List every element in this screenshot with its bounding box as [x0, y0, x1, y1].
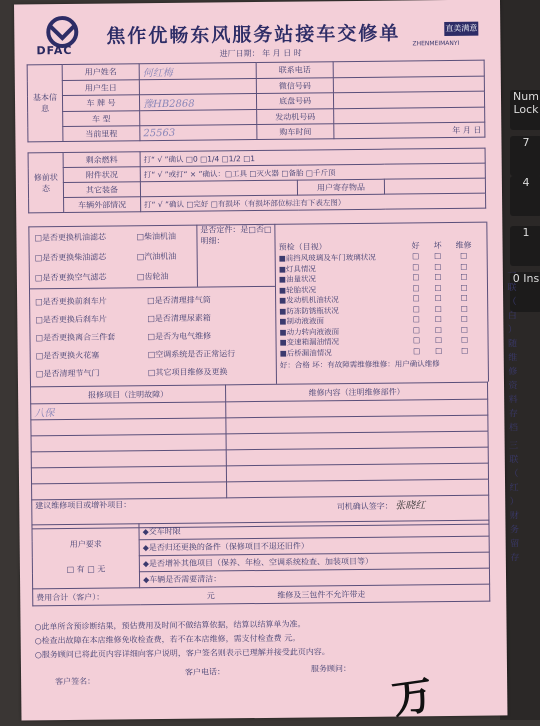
precheck-checkbox[interactable]: □ — [460, 313, 468, 323]
brand-subtitle: ZHENMEIMANYI — [412, 39, 460, 48]
precheck-checkbox[interactable]: □ — [412, 324, 421, 334]
oil-type-options — [136, 231, 176, 291]
precheck-checkbox[interactable]: □ — [412, 251, 420, 261]
precheck-title: 预检（目视） — [278, 242, 327, 252]
key-7[interactable]: 7 — [510, 136, 540, 176]
precheck-checkbox[interactable]: □ — [460, 271, 468, 281]
precheck-checkbox[interactable]: □ — [461, 345, 469, 355]
precheck-checkbox[interactable]: □ — [434, 314, 442, 324]
req-return-parts: ◆是否归还更换的备件（保修项目不退还旧件） — [139, 536, 489, 556]
repair-right-header: 维修内容（注明维修部件） — [226, 382, 488, 402]
cost-unit: 元 — [206, 590, 215, 601]
precheck-row — [280, 345, 484, 358]
requirements-table — [31, 520, 490, 607]
side-char: 维 — [508, 353, 518, 364]
precheck-note: 好：合格 坏：有故障需维修维修：用户确认维修 — [279, 359, 440, 370]
key-1[interactable]: 1 — [510, 226, 540, 266]
checkbox-other[interactable]: □其它项目维修及更换 — [147, 367, 228, 378]
checkbox-diesel-oil[interactable]: □柴油机油 — [136, 231, 177, 242]
side-char: （ — [507, 297, 517, 308]
checkbox-electrical[interactable]: □是否为电气维修 — [147, 331, 212, 342]
precheck-checkbox[interactable]: □ — [434, 303, 442, 313]
requirements-yesno[interactable]: □ 有 □ 无 — [66, 564, 106, 574]
cost-label: 费用合计（客户）： — [36, 592, 105, 602]
precheck-item-label: ■制动液液面 — [279, 316, 324, 326]
repair-table — [30, 382, 489, 530]
side-char: 随 — [508, 339, 518, 350]
precheck-item-label: ■防冻防锈瓶状况 — [279, 305, 339, 316]
precheck-checkbox[interactable]: □ — [412, 335, 421, 345]
precheck-checkbox[interactable]: □ — [460, 250, 468, 260]
precheck-checkbox[interactable]: □ — [434, 293, 442, 303]
driver-signature: 张晓红 — [395, 500, 426, 512]
precheck-checkbox[interactable]: □ — [434, 335, 443, 345]
checkbox-gear-oil[interactable]: □齿轮油 — [136, 271, 169, 282]
suggest-label: 建议维修项目或增补项目： — [35, 500, 132, 511]
border-right — [486, 222, 489, 382]
col-good: 好 — [411, 241, 420, 251]
brand-badge: 直美满意 — [444, 22, 478, 36]
side-char: 修 — [508, 367, 518, 378]
key-0[interactable]: 0 Ins — [510, 272, 540, 312]
accessory-options: 打“ √ ”或打“ × ”确认：□工具 □灭火器 □备胎 □千斤顶 — [140, 163, 485, 182]
side-char: 存 — [510, 553, 520, 564]
note-2: ○检查出故障在本店维修免收检查费，若不在本店维修，需支付检查费 元。 — [34, 633, 301, 646]
border-left — [28, 226, 31, 386]
precheck-checkbox[interactable]: □ — [412, 272, 420, 282]
side-char: ） — [507, 325, 518, 336]
side-char: 联 — [509, 455, 519, 466]
checkbox-spark-plug[interactable]: □是否更换火花塞 — [35, 350, 100, 361]
key-4[interactable]: 4 — [510, 176, 540, 216]
side-char: 档 — [508, 423, 519, 434]
side-char: 三 — [509, 441, 519, 452]
precheck-checkbox[interactable]: □ — [460, 334, 469, 344]
divider-v2 — [274, 224, 277, 384]
checkbox-air-filter[interactable]: □是否更换空气滤芯 — [34, 272, 107, 283]
note-3: ○服务顾问已将此页内容详细向客户说明，客户签名则表示已理解并接受此页内容。 — [34, 647, 330, 660]
precheck-item-label: ■灯具情况 — [278, 263, 316, 274]
side-char: （ — [509, 469, 519, 480]
precheck-item-label: ■油量状况 — [278, 274, 317, 284]
explain-label: 明细： — [200, 236, 225, 246]
precheck-checkbox[interactable]: □ — [434, 324, 443, 334]
side-char: 红 — [509, 483, 519, 494]
precheck-item-label: ■动力转向液液面 — [279, 326, 340, 337]
checkbox-ac[interactable]: □空调系统是否正常运行 — [147, 349, 236, 360]
determine-label: 是否定件：是□否□ — [200, 224, 272, 235]
repair-left-header: 报修项目（注明故障） — [31, 385, 226, 404]
checkbox-front-brake[interactable]: □是否更换前刹车片 — [35, 296, 107, 307]
status-section-label: 修前状态 — [28, 153, 64, 213]
checkbox-clutch[interactable]: □是否更换离合三件套 — [35, 332, 116, 343]
req-delivery: ◆交车时限 — [139, 520, 489, 540]
customer-phone-label: 客户电话： — [184, 667, 226, 677]
checkbox-oil-filter[interactable]: □是否更换机油滤芯 — [34, 232, 107, 243]
divider-v — [196, 225, 198, 287]
advisor-label: 服务顾问： — [310, 664, 352, 674]
customer-sign-label: 客户签名： — [55, 676, 96, 687]
page-title: 焦作优畅东风服务站接车交修单 — [106, 22, 401, 48]
notes — [34, 617, 329, 662]
checkbox-throttle[interactable]: □是否清理节气门 — [35, 368, 100, 379]
side-char: 存 — [508, 409, 518, 420]
precheck-checkbox[interactable]: □ — [460, 324, 469, 334]
precheck-checkbox[interactable]: □ — [412, 303, 420, 313]
basic-info-table: 基本信息 用户姓名 何红梅 联系电话 用户生日 微信号码 车 牌 号 豫HB2868 底盘号码 车 型 发动机号码 当前里程 25563 购车时间 年 月 日 — [27, 60, 486, 143]
side-char: ） — [509, 497, 519, 508]
status-table: 修前状态 剩余燃料 打“ √ ”确认 □0 □1/4 □1/2 □1 附件状况 打“ √ ”或打“ × ”确认：□工具 □灭火器 □备胎 □千斤顶 其它装备 用户寄存物品 车辆外部情况 打“ √ ”确认 □完好 □有损坏（有损坏部位标注有下表左图） — [28, 148, 487, 214]
req-extra-items: ◆是否增补其他项目（保养、年检、空调系统检查、加装项目等） — [139, 552, 489, 572]
checkbox-rear-brake[interactable]: □是否更换后刹车片 — [35, 314, 107, 325]
basic-section-label: 基本信息 — [27, 65, 63, 142]
exterior-options: 打“ √ ”确认 □完好 □有损坏（有损坏部位标注有下表左图） — [141, 193, 486, 212]
side-char: 联 — [507, 283, 517, 294]
precheck-checkbox[interactable]: □ — [412, 261, 420, 271]
precheck-checkbox[interactable]: □ — [434, 282, 442, 292]
repair-order-sheet — [14, 0, 520, 721]
col-repair: 维修 — [455, 240, 472, 250]
note-1: ○此单所含预诊断结果，预估费用及时间不做结算依据，结算以结算单为准。 — [34, 619, 306, 632]
precheck-item-label: ■发动机机油状况 — [279, 295, 339, 305]
side-char: 一 — [507, 269, 517, 280]
side-char: 留 — [510, 539, 520, 550]
precheck-checkbox[interactable]: □ — [412, 314, 420, 324]
side-char: 白 — [507, 311, 517, 322]
precheck-item-label: ■轮胎状况 — [278, 284, 317, 295]
precheck-checkbox[interactable]: □ — [434, 272, 442, 282]
precheck-item-label: ■后桥漏油情况 — [279, 347, 332, 358]
req-cleaning: ◆车辆是否需要清洁： — [139, 568, 489, 588]
side-label-second — [507, 439, 522, 565]
col-bad: 坏 — [433, 241, 442, 251]
handwritten-signature: 万 — [389, 671, 436, 724]
side-char: 财 — [509, 511, 519, 522]
key-numlock[interactable]: Num Lock — [510, 90, 540, 130]
plate-number-value: 豫HB2868 — [143, 98, 195, 111]
fuel-options: 打“ √ ”确认 □0 □1/4 □1/2 □1 — [140, 148, 485, 167]
driver-sign-label: 司机确认签字： — [336, 501, 393, 512]
service-options-col2 — [147, 294, 236, 385]
precheck-checkbox[interactable]: □ — [413, 345, 421, 355]
requirements-label: 用户要求 □ 有 □ 无 — [32, 524, 140, 589]
customer-name-value: 何红梅 — [142, 67, 173, 80]
determine-parts — [200, 224, 271, 247]
mileage-value: 25563 — [143, 127, 176, 139]
warranty-note: 维修及三包件不允许带走 — [277, 589, 366, 600]
checkbox-diesel-filter[interactable]: □是否更换柴油滤芯 — [34, 252, 107, 263]
filter-options — [34, 232, 106, 293]
precheck-panel — [279, 240, 484, 371]
precheck-checkbox[interactable]: □ — [460, 261, 468, 271]
entry-date: 进厂日期： 年 月 日 时 — [219, 48, 302, 59]
precheck-checkbox[interactable]: □ — [460, 303, 468, 313]
precheck-checkbox[interactable]: □ — [412, 282, 420, 292]
logo-text: DFAC — [36, 43, 73, 58]
precheck-item-label: ■前挡风玻璃及车门玻璃状况 — [278, 252, 376, 263]
checkbox-exhaust[interactable]: □是否清理排气筒 — [147, 295, 211, 306]
precheck-checkbox[interactable]: □ — [460, 282, 468, 292]
side-label-first — [505, 267, 521, 435]
service-options-col1 — [35, 296, 116, 387]
precheck-item-label: ■变速箱漏油情况 — [279, 337, 340, 347]
precheck-checkbox[interactable]: □ — [434, 251, 442, 261]
side-char: 料 — [508, 395, 518, 406]
side-char: 务 — [509, 525, 520, 536]
repair-item-value: 八保 — [34, 408, 55, 420]
checkbox-gasoline-oil[interactable]: □汽油机油 — [136, 251, 177, 262]
precheck-checkbox[interactable]: □ — [435, 345, 443, 355]
checkbox-urea[interactable]: □是否清理尿素箱 — [147, 313, 211, 324]
side-char: 资 — [508, 381, 518, 392]
precheck-checkbox[interactable]: □ — [434, 261, 442, 271]
precheck-checkbox[interactable]: □ — [412, 293, 420, 303]
precheck-checkbox[interactable]: □ — [460, 292, 468, 302]
